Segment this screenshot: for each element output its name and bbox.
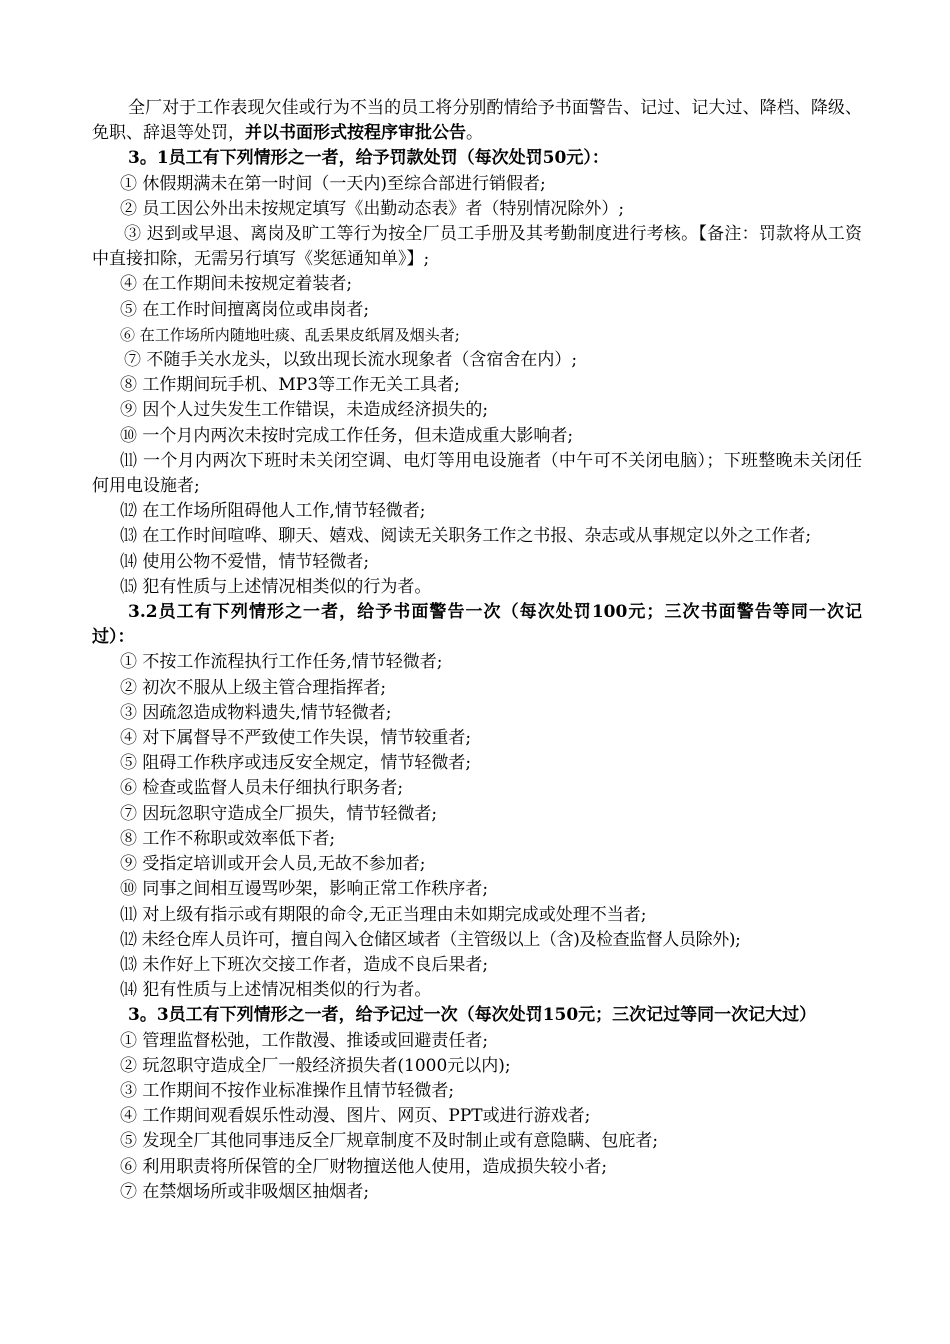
list-item: ③ 迟到或早退、离岗及旷工等行为按全厂员工手册及其考勤制度进行考核。【备注：罚款将从工资中直接扣除，无需另行填写《奖惩通知单》】; bbox=[92, 224, 862, 270]
list-item: ⑾ 一个月内两次下班时未关闭空调、电灯等用电设施者（中午可不关闭电脑）；下班整晚未关闭任何用电设施者; bbox=[92, 450, 862, 497]
list-item: ⑨ 受指定培训或开会人员,无故不参加者; bbox=[120, 854, 426, 875]
intro-text: 全厂对于工作表现欠佳或行为不当的员工将分别酌情给予书面警告、记过、记大过、降档、降级、免职、辞退等处罚， bbox=[92, 98, 862, 144]
section-3-3-heading: 3。3员工有下列情形之一者，给予记过一次（每次处罚150元；三次记过等同一次记大过） bbox=[128, 1005, 817, 1026]
list-item: ⑦ 不随手关水龙头，以致出现长流水现象者（含宿舍在内）; bbox=[124, 350, 578, 371]
list-item: ⑩ 同事之间相互谩骂吵架，影响正常工作秩序者; bbox=[120, 879, 489, 900]
list-item: ⑦ 在禁烟场所或非吸烟区抽烟者; bbox=[120, 1181, 370, 1202]
list-item: ③ 工作期间不按作业标准操作且情节轻微者; bbox=[120, 1080, 455, 1101]
list-item: ② 玩忽职守造成全厂一般经济损失者(1000元以内); bbox=[120, 1055, 511, 1076]
list-item: ⒀ 未作好上下班次交接工作者，造成不良后果者; bbox=[120, 954, 489, 975]
list-item: ⑿ 未经仓库人员许可，擅自闯入仓储区域者（主管级以上（含)及检查监督人员除外); bbox=[120, 929, 741, 950]
intro-paragraph bbox=[92, 96, 862, 146]
list-item: ④ 对下属督导不严致使工作失误，情节较重者; bbox=[120, 728, 472, 749]
list-item: ⑥ 检查或监督人员未仔细执行职务者; bbox=[120, 778, 404, 799]
section-3-2-heading: 3.2员工有下列情形之一者，给予书面警告一次（每次处罚100元；三次书面警告等同一次记过）： bbox=[92, 602, 862, 648]
list-item: ⑾ 对上级有指示或有期限的命令,无正当理由未如期完成或处理不当者; bbox=[120, 904, 647, 925]
list-item: ⑤ 发现全厂其他同事违反全厂规章制度不及时制止或有意隐瞒、包庇者; bbox=[120, 1131, 659, 1152]
document-page bbox=[92, 96, 862, 1205]
list-item: ⑤ 阻碍工作秩序或违反安全规定，情节轻微者; bbox=[120, 753, 472, 774]
list-item: ① 管理监督松弛，工作散漫、推诿或回避责任者; bbox=[120, 1030, 489, 1051]
list-item: ④ 工作期间观看娱乐性动漫、图片、网页、PPT或进行游戏者; bbox=[120, 1106, 591, 1127]
list-item: ⑥ 在工作场所内随地吐痰、乱丢果皮纸屑及烟头者; bbox=[120, 325, 460, 344]
list-item: ⒁ 犯有性质与上述情况相类似的行为者。 bbox=[120, 980, 432, 1001]
list-item: ⑧ 工作不称职或效率低下者; bbox=[120, 828, 336, 849]
list-item: ⒁ 使用公物不爱惜，情节轻微者; bbox=[120, 551, 370, 572]
list-item: ① 休假期满未在第一时间（一天内)至综合部进行销假者; bbox=[120, 173, 546, 194]
list-item: ① 不按工作流程执行工作任务,情节轻微者; bbox=[120, 652, 443, 673]
section-3-1-heading: 3。1员工有下列情形之一者，给予罚款处罚（每次处罚50元）： bbox=[128, 148, 609, 169]
list-item: ⑨ 因个人过失发生工作错误，未造成经济损失的; bbox=[120, 400, 489, 421]
list-item: ② 员工因公外出未按规定填写《出勤动态表》者（特别情况除外）; bbox=[120, 198, 625, 219]
list-item: ③ 因疏忽造成物料遗失,情节轻微者; bbox=[120, 702, 392, 723]
list-item: ⒂ 犯有性质与上述情况相类似的行为者。 bbox=[120, 576, 432, 597]
list-item: ⑦ 因玩忽职守造成全厂损失，情节轻微者; bbox=[120, 803, 438, 824]
list-item: ⒀ 在工作时间喧哗、聊天、嬉戏、阅读无关职务工作之书报、杂志或从事规定以外之工作者; bbox=[120, 526, 812, 547]
intro-bold-text: 并以书面形式按程序审批公告 bbox=[245, 123, 466, 144]
list-item: ⑩ 一个月内两次未按时完成工作任务，但未造成重大影响者; bbox=[120, 425, 574, 446]
list-item: ⑧ 工作期间玩手机、MP3等工作无关工具者; bbox=[120, 375, 460, 396]
list-item: ⑤ 在工作时间擅离岗位或串岗者; bbox=[120, 299, 370, 320]
intro-end: 。 bbox=[466, 123, 483, 144]
list-item: ② 初次不服从上级主管合理指挥者; bbox=[120, 677, 387, 698]
list-item: ⑿ 在工作场所阻碍他人工作,情节轻微者; bbox=[120, 501, 426, 522]
list-item: ⑥ 利用职责将所保管的全厂财物擅送他人使用，造成损失较小者; bbox=[120, 1156, 608, 1177]
list-item: ④ 在工作期间未按规定着装者; bbox=[120, 274, 353, 295]
